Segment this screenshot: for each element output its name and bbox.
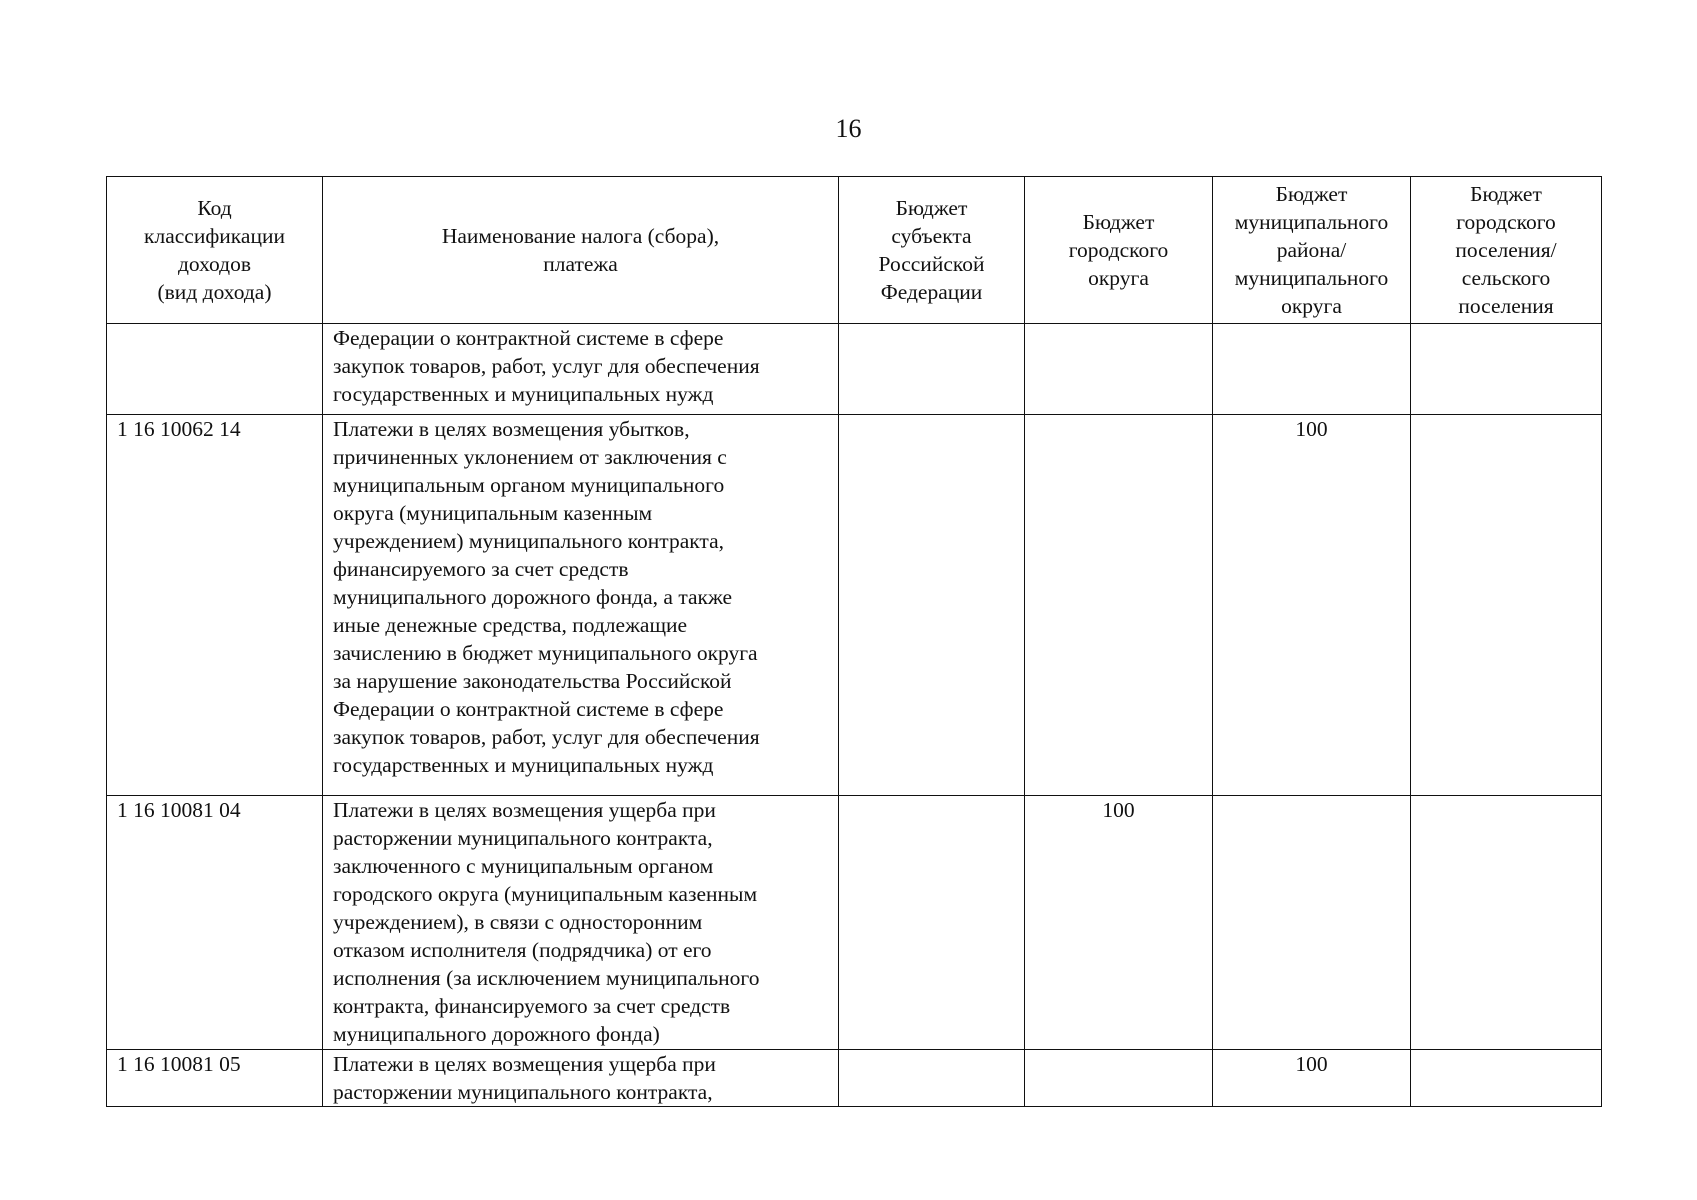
row-settlement-budget [1411, 415, 1602, 796]
row-code: 1 16 10081 04 [107, 796, 323, 1050]
row-name: Платежи в целях возмещения ущерба при расторжении муниципального контракта, заключенного с муниципальным органом городского округа (муниципальным казенным учреждением), в связи с односторонним отказом исполнителя (подрядчика) от его исполнения (за исключением муниципального контракта, финансируемого за счет средств муниципального дорожного фонда) [323, 796, 839, 1050]
row-code: 1 16 10081 05 [107, 1050, 323, 1107]
row-subject-budget [839, 324, 1025, 415]
row-subject-budget [839, 796, 1025, 1050]
table-header-row [107, 177, 1602, 324]
row-settlement-budget [1411, 1050, 1602, 1107]
header-settlement-budget: Бюджет городского поселения/ сельского поселения [1411, 177, 1602, 324]
row-municipal-district-budget [1213, 324, 1411, 415]
row-settlement-budget [1411, 324, 1602, 415]
row-name: Платежи в целях возмещения ущерба при расторжении муниципального контракта, [323, 1050, 839, 1107]
row-city-district-budget [1025, 1050, 1213, 1107]
header-municipal-district-budget: Бюджет муниципального района/ муниципального округа [1213, 177, 1411, 324]
row-name: Платежи в целях возмещения убытков, причиненных уклонением от заключения с муниципальным органом муниципального округа (муниципальным казенным учреждением) муниципального контракта, финансируемого за счет средств муниципального дорожного фонда, а также иные денежные средства, подлежащие зачислению в бюджет муниципального округа за нарушение законодательства Российской Федерации о контрактной системе в сфере закупок товаров, работ, услуг для обеспечения государственных и муниципальных нужд [323, 415, 839, 796]
row-code [107, 324, 323, 415]
row-code: 1 16 10062 14 [107, 415, 323, 796]
row-municipal-district-budget: 100 [1213, 415, 1411, 796]
page-number: 16 [835, 114, 862, 143]
table-row [107, 415, 1602, 796]
table-row [107, 796, 1602, 1050]
header-subject-budget: Бюджет субъекта Российской Федерации [839, 177, 1025, 324]
header-city-district-budget: Бюджет городского округа [1025, 177, 1213, 324]
table-row [107, 324, 1602, 415]
row-municipal-district-budget [1213, 796, 1411, 1050]
header-name: Наименование налога (сбора), платежа [323, 177, 839, 324]
row-subject-budget [839, 415, 1025, 796]
row-city-district-budget [1025, 324, 1213, 415]
row-municipal-district-budget: 100 [1213, 1050, 1411, 1107]
row-name: Федерации о контрактной системе в сфере закупок товаров, работ, услуг для обеспечения государственных и муниципальных нужд [323, 324, 839, 415]
row-city-district-budget: 100 [1025, 796, 1213, 1050]
revenue-distribution-table [106, 176, 1602, 1107]
row-city-district-budget [1025, 415, 1213, 796]
header-code: Код классификации доходов (вид дохода) [107, 177, 323, 324]
table-row [107, 1050, 1602, 1107]
row-subject-budget [839, 1050, 1025, 1107]
row-settlement-budget [1411, 796, 1602, 1050]
